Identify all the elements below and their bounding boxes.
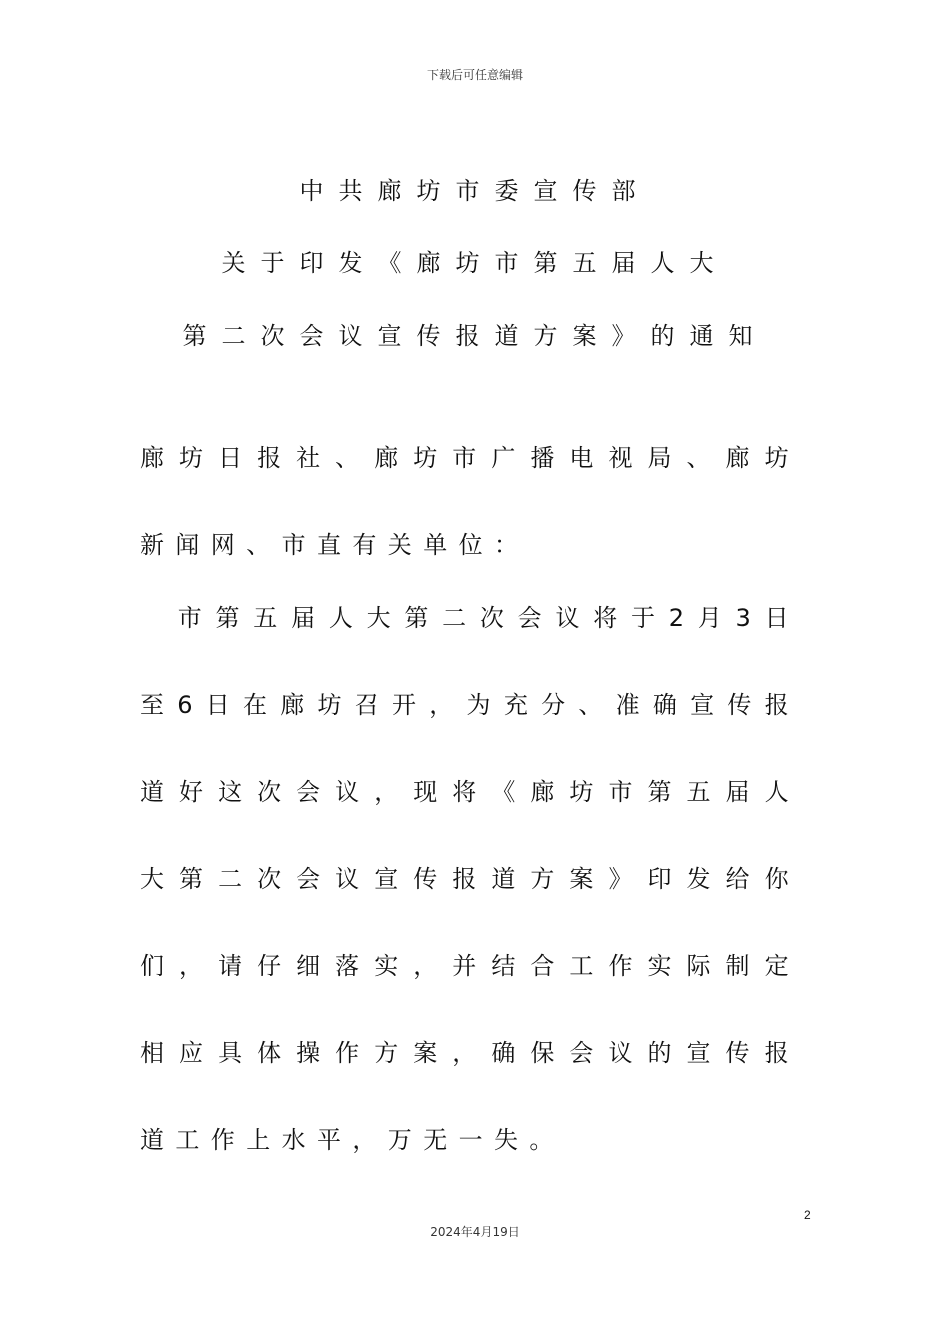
header-note: 下载后可任意编辑 <box>426 68 523 82</box>
body-line-paragraph-4: 大第二次会议宣传报道方案》印发给你 <box>140 865 800 893</box>
document-title-line-1: 中共廊坊市委宣传部 <box>299 177 651 205</box>
body-line-paragraph-5: 们，请仔细落实，并结合工作实际制定 <box>140 952 800 980</box>
body-line-addressee-1: 廊坊日报社、廊坊市广播电视局、廊坊 <box>140 444 800 472</box>
body-line-paragraph-7: 道工作上水平，万无一失。 <box>140 1126 565 1154</box>
body-line-paragraph-3: 道好这次会议，现将《廊坊市第五届人 <box>140 778 800 806</box>
footer-date: 2024年4月19日 <box>430 1225 520 1239</box>
page-number: 2 <box>804 1208 811 1222</box>
body-line-addressee-2: 新闻网、市直有关单位： <box>140 531 530 559</box>
document-title-line-2: 关于印发《廊坊市第五届人大 <box>221 249 729 277</box>
body-line-paragraph-1: 市第五届人大第二次会议将于2月3日 <box>140 604 800 632</box>
body-line-paragraph-2: 至6日在廊坊召开，为充分、准确宣传报 <box>140 691 800 719</box>
body-line-paragraph-6: 相应具体操作方案，确保会议的宣传报 <box>140 1039 800 1067</box>
document-title-line-3: 第二次会议宣传报道方案》的通知 <box>182 322 768 350</box>
